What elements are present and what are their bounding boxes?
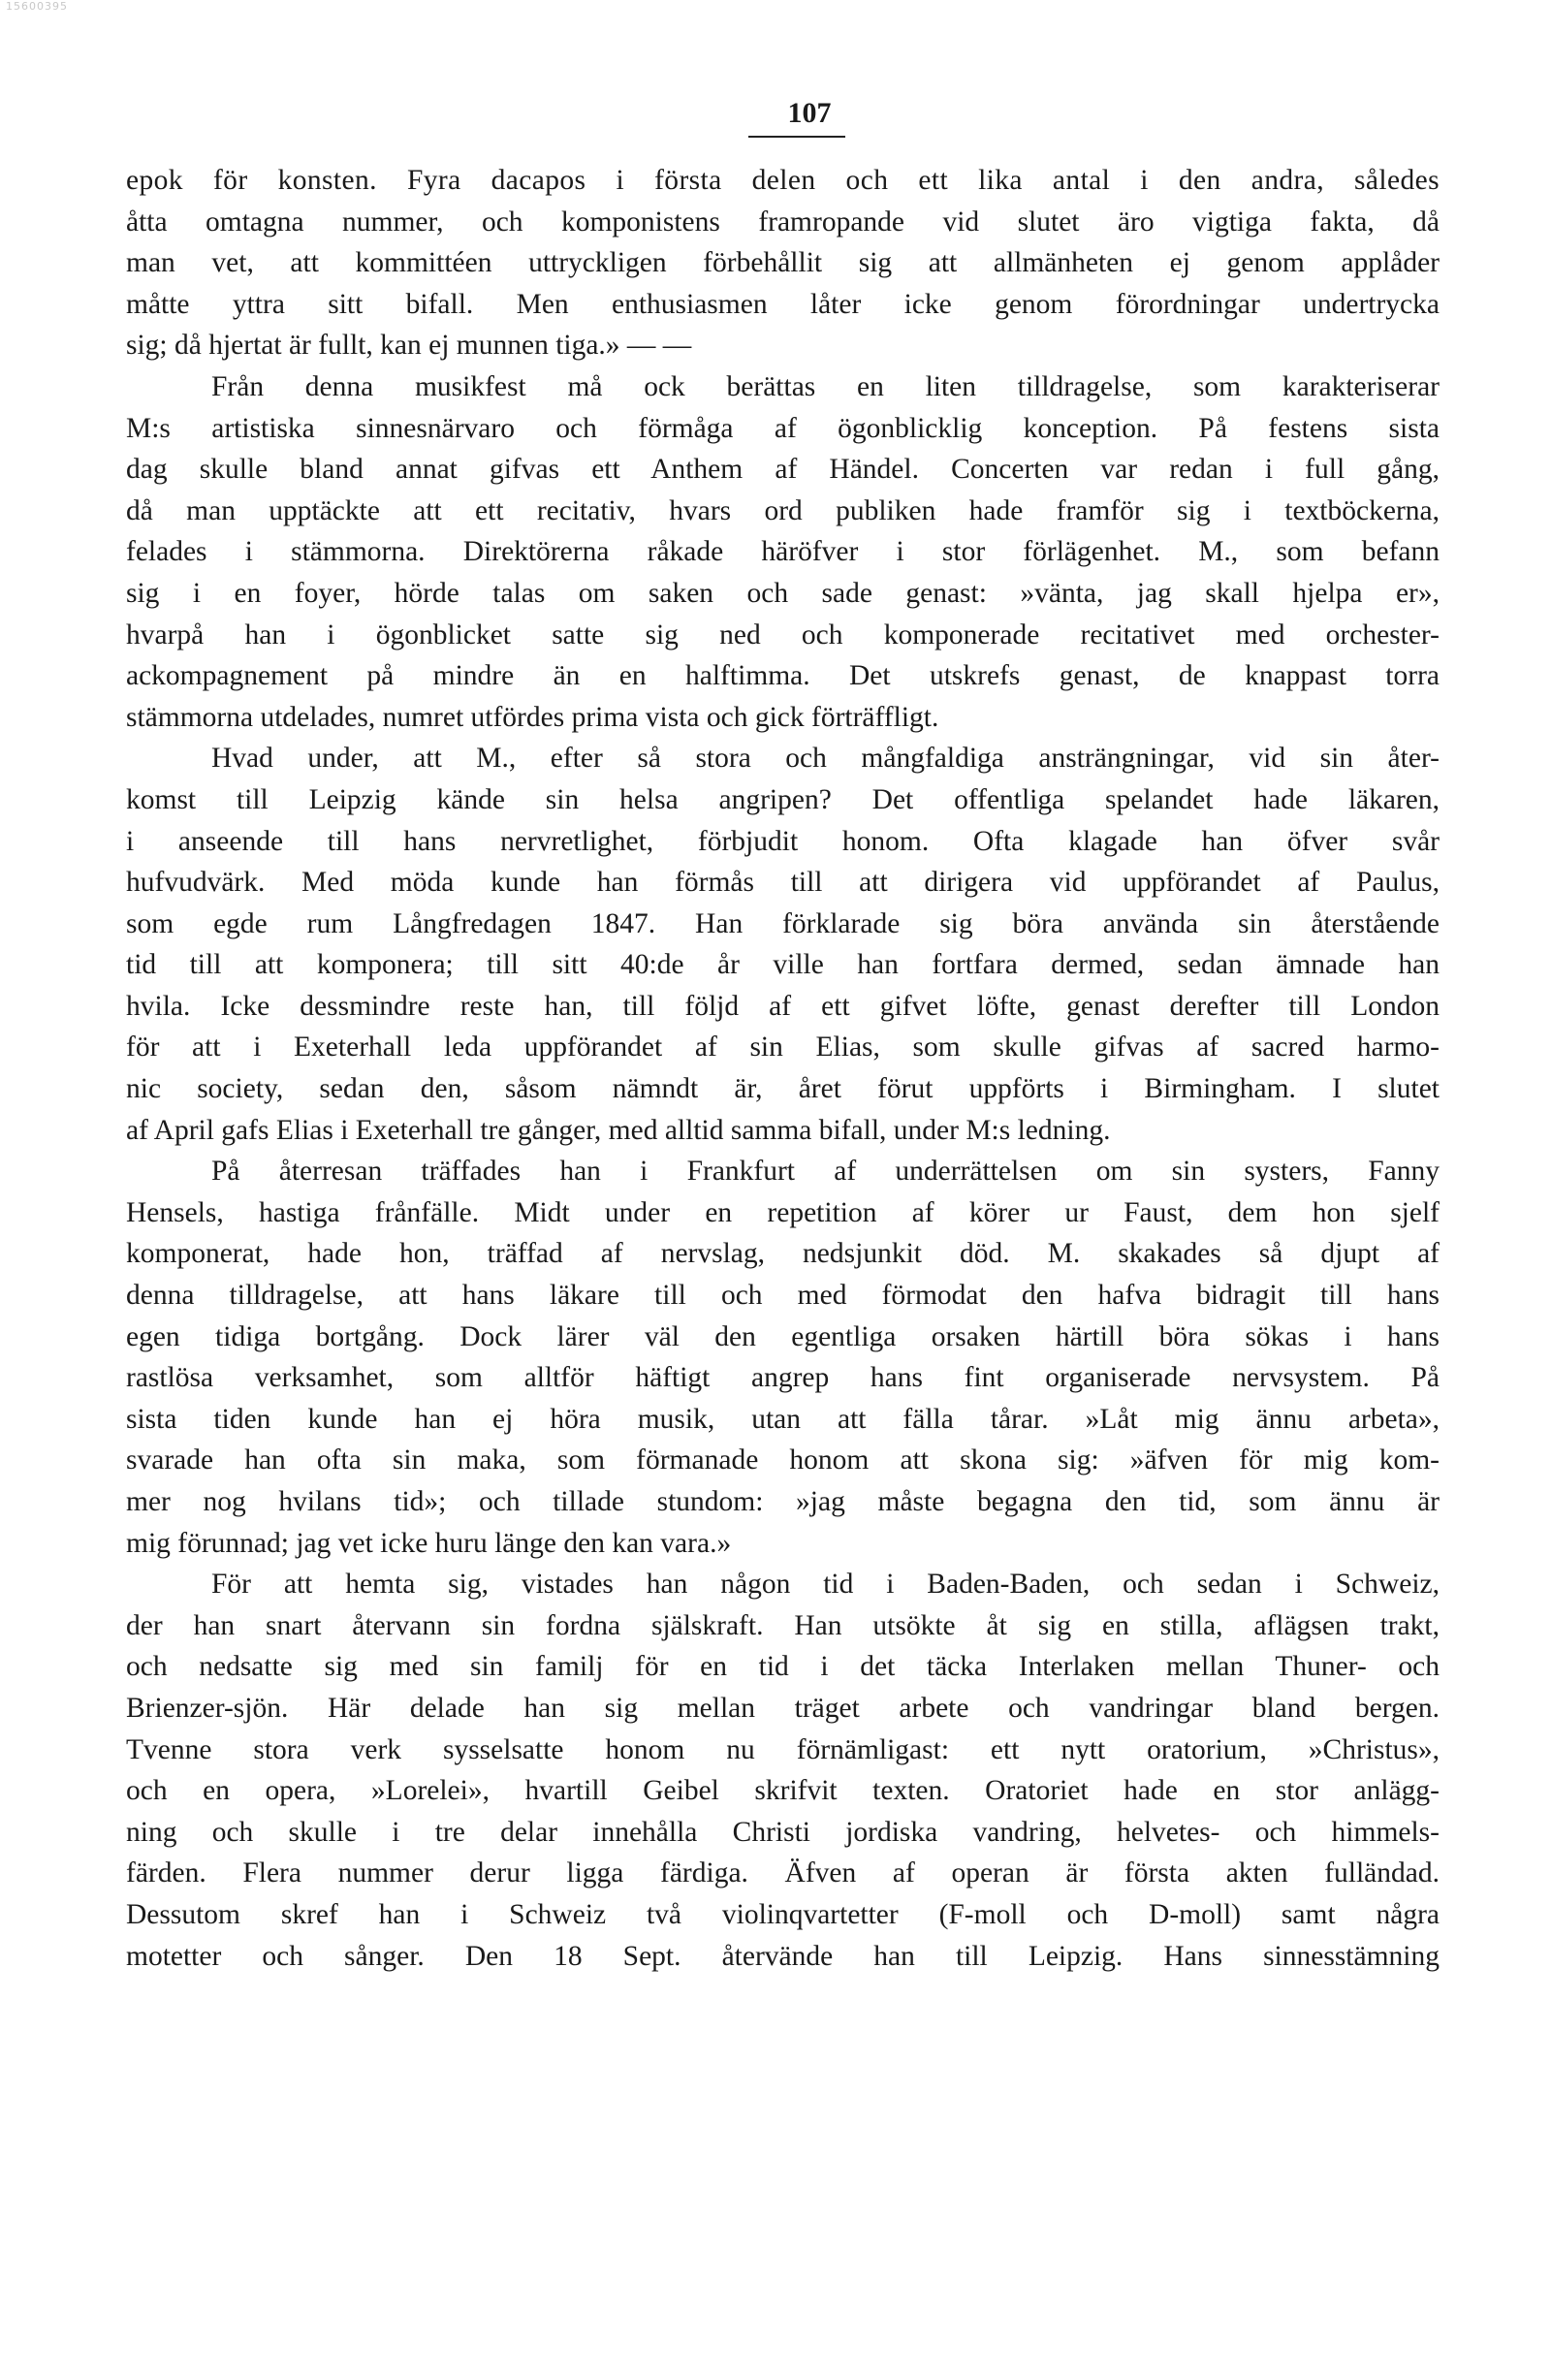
text-line: Hensels, hastiga frånfälle. Midt under en repetition af körer ur Faust, dem hon sjelf xyxy=(126,1196,1440,1228)
text-line: felades i stämmorna. Direktörerna råkade häröfver i stor förlägenhet. M., som befann xyxy=(126,536,1440,568)
text-line: mig förunnad; jag vet icke huru länge den kan vara.» xyxy=(126,1527,732,1559)
text-line: då man upptäckte att ett recitativ, hvars ord publiken hade framför sig i textböckerna, xyxy=(126,494,1440,526)
body-text xyxy=(126,160,1440,1977)
text-line: ackompagnement på mindre än en halftimma. Det utskrefs genast, de knappast torra xyxy=(126,660,1440,692)
text-line: egen tidiga bortgång. Dock lärer väl den egentliga orsaken härtill böra sökas i hans xyxy=(126,1320,1440,1352)
text-line: M:s artistiska sinnesnärvaro och förmåga af ögonblicklig konception. På festens sista xyxy=(126,412,1440,444)
paragraph-start-line: För att hemta sig, vistades han någon tid i Baden-Baden, och sedan i Schweiz, xyxy=(211,1569,1440,1601)
text-line: nic society, sedan den, såsom nämndt är, året förut uppförts i Birmingham. I slutet xyxy=(126,1073,1440,1105)
text-line: i anseende till hans nervretlighet, förbjudit honom. Ofta klagade han öfver svår xyxy=(126,825,1440,857)
text-line: åtta omtagna nummer, och komponistens framropande vid slutet äro vigtiga fakta, då xyxy=(126,206,1440,238)
text-line: färden. Flera nummer derur ligga färdiga. Äfven af operan är första akten fulländad. xyxy=(126,1857,1440,1889)
text-line: som egde rum Långfredagen 1847. Han förklarade sig böra använda sin återstående xyxy=(126,907,1440,939)
text-line: för att i Exeterhall leda uppförandet af sin Elias, som skulle gifvas af sacred harmo- xyxy=(126,1031,1440,1063)
text-line: sig i en foyer, hörde talas om saken och sade genast: »vänta, jag skall hjelpa er», xyxy=(126,577,1440,609)
text-line: och en opera, »Lorelei», hvartill Geibel skrifvit texten. Oratoriet hade en stor anlägg- xyxy=(126,1775,1440,1807)
text-line: stämmorna utdelades, numret utfördes prima vista och gick förträffligt. xyxy=(126,701,939,733)
text-line: sista tiden kunde han ej höra musik, utan att fälla tårar. »Låt mig ännu arbeta», xyxy=(126,1403,1440,1435)
page-number-underline xyxy=(748,136,845,138)
text-line: hvila. Icke dessmindre reste han, till följd af ett gifvet löfte, genast derefter till London xyxy=(126,990,1440,1022)
text-line: epok för konsten. Fyra dacapos i första delen och ett lika antal i den andra, således xyxy=(126,165,1440,196)
paragraph-start-line: På återresan träffades han i Frankfurt af underrättelsen om sin systers, Fanny xyxy=(211,1156,1440,1188)
text-line: hvarpå han i ögonblicket satte sig ned och komponerade recitativet med orchester- xyxy=(126,619,1440,651)
text-line: hufvudvärk. Med möda kunde han förmås till att dirigera vid uppförandet af Paulus, xyxy=(126,867,1440,899)
text-line: Tvenne stora verk sysselsatte honom nu förnämligast: ett nytt oratorium, »Christus», xyxy=(126,1733,1440,1765)
text-line: denna tilldragelse, att hans läkare till och med förmodat den hafva bidragit till hans xyxy=(126,1280,1440,1312)
text-line: ning och skulle i tre delar innehålla Christi jordiska vandring, helvetes- och himmels- xyxy=(126,1816,1440,1848)
text-line: komst till Leipzig kände sin helsa angripen? Det offentliga spelandet hade läkaren, xyxy=(126,783,1440,815)
page-number: 107 xyxy=(787,97,832,129)
text-line: och nedsatte sig med sin familj för en tid i det täcka Interlaken mellan Thuner- och xyxy=(126,1651,1440,1683)
text-line: af April gafs Elias i Exeterhall tre gånger, med alltid samma bifall, under M:s ledning. xyxy=(126,1114,1111,1146)
text-line: komponerat, hade hon, träffad af nervslag, nedsjunkit död. M. skakades så djupt af xyxy=(126,1238,1440,1270)
text-line: der han snart återvann sin fordna själskraft. Han utsökte åt sig en stilla, aflägsen trakt, xyxy=(126,1609,1440,1641)
text-line: rastlösa verksamhet, som alltför häftigt angrep hans fint organiserade nervsystem. På xyxy=(126,1362,1440,1394)
text-line: Dessutom skref han i Schweiz två violinqvartetter (F-moll och D-moll) samt några xyxy=(126,1898,1440,1930)
text-line: svarade han ofta sin maka, som förmanade honom att skona sig: »äfven för mig kom- xyxy=(126,1444,1440,1476)
text-line: mer nog hvilans tid»; och tillade stundom: »jag måste begagna den tid, som ännu är xyxy=(126,1486,1440,1517)
paragraph-start-line: Hvad under, att M., efter så stora och mångfaldiga ansträngningar, vid sin åter- xyxy=(211,743,1440,775)
text-line: Brienzer-sjön. Här delade han sig mellan träget arbete och vandringar bland bergen. xyxy=(126,1692,1440,1724)
text-line: motetter och sånger. Den 18 Sept. återvände han till Leipzig. Hans sinnesstämning xyxy=(126,1940,1440,1972)
text-line: tid till att komponera; till sitt 40:de år ville han fortfara dermed, sedan ämnade han xyxy=(126,949,1440,981)
text-line: måtte yttra sitt bifall. Men enthusiasmen låter icke genom förordningar undertrycka xyxy=(126,288,1440,320)
text-line: sig; då hjertat är fullt, kan ej munnen tiga.» — — xyxy=(126,330,692,362)
text-line: dag skulle bland annat gifvas ett Anthem af Händel. Concerten var redan i full gång, xyxy=(126,454,1440,486)
page-scan-code: 15600395 xyxy=(6,0,68,13)
text-line: man vet, att kommittéen uttryckligen förbehållit sig att allmänheten ej genom applåder xyxy=(126,247,1440,279)
paragraph-start-line: Från denna musikfest må ock berättas en liten tilldragelse, som karakteriserar xyxy=(211,370,1440,402)
